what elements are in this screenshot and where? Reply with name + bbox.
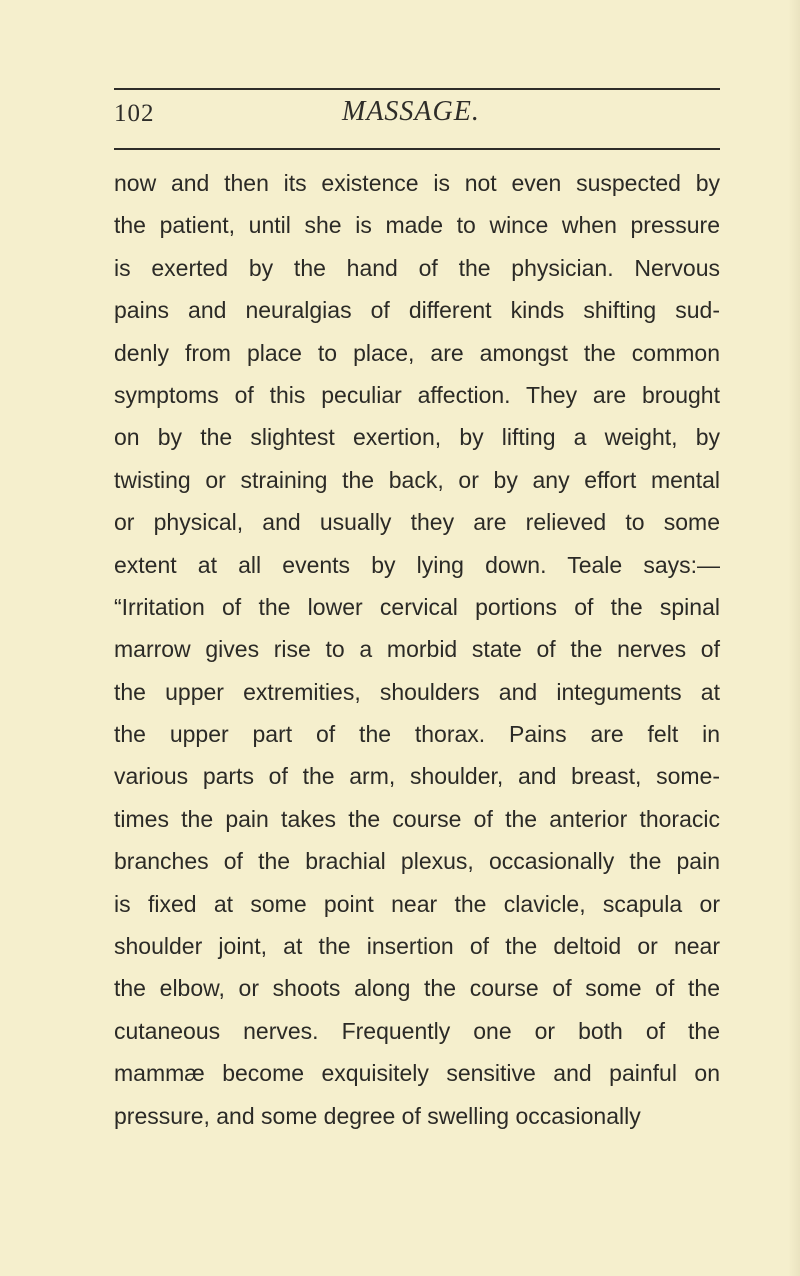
header-bottom-rule — [114, 148, 720, 150]
text-line: is exerted by the hand of the physician. Nervous — [114, 254, 720, 281]
text-line: or physical, and usually they are relieved to some — [114, 509, 720, 536]
top-rule — [114, 88, 720, 90]
text-line: the patient, until she is made to wince when pressure — [114, 212, 720, 239]
text-line: symptoms of this peculiar affection. They are brought — [114, 381, 720, 408]
text-line: “Irritation of the lower cervical portions of the spinal — [114, 593, 720, 620]
text-line: now and then its existence is not even suspected by — [114, 170, 720, 196]
text-line: the upper extremities, shoulders and integuments at — [114, 678, 720, 705]
text-line: various parts of the arm, shoulder, and breast, some- — [114, 763, 720, 790]
text-line: on by the slightest exertion, by lifting a weight, by — [114, 424, 720, 451]
text-line: mammæ become exquisitely sensitive and painful on — [114, 1060, 720, 1087]
text-line: pressure, and some degree of swelling occasionally — [114, 1102, 641, 1129]
text-line: branches of the brachial plexus, occasionally the pain — [114, 848, 720, 875]
text-line: cutaneous nerves. Frequently one or both of the — [114, 1017, 720, 1044]
running-head — [114, 96, 720, 136]
text-line: denly from place to place, are amongst the common — [114, 339, 720, 366]
body-text — [114, 162, 720, 1137]
page-number: 102 — [114, 100, 155, 127]
text-line: pains and neuralgias of different kinds shifting sud- — [114, 297, 720, 324]
text-line: the elbow, or shoots along the course of some of the — [114, 975, 720, 1002]
text-line: extent at all events by lying down. Teale says:— — [114, 551, 720, 578]
text-line: marrow gives rise to a morbid state of the nerves of — [114, 636, 720, 663]
page-edge-shadow — [788, 0, 800, 1276]
page-title: MASSAGE. — [342, 96, 480, 127]
text-line: the upper part of the thorax. Pains are felt in — [114, 721, 720, 748]
text-line: twisting or straining the back, or by any effort mental — [114, 466, 720, 493]
text-line: shoulder joint, at the insertion of the deltoid or near — [114, 933, 720, 960]
text-line: times the pain takes the course of the anterior thoracic — [114, 805, 720, 832]
text-line: is fixed at some point near the clavicle, scapula or — [114, 890, 720, 917]
